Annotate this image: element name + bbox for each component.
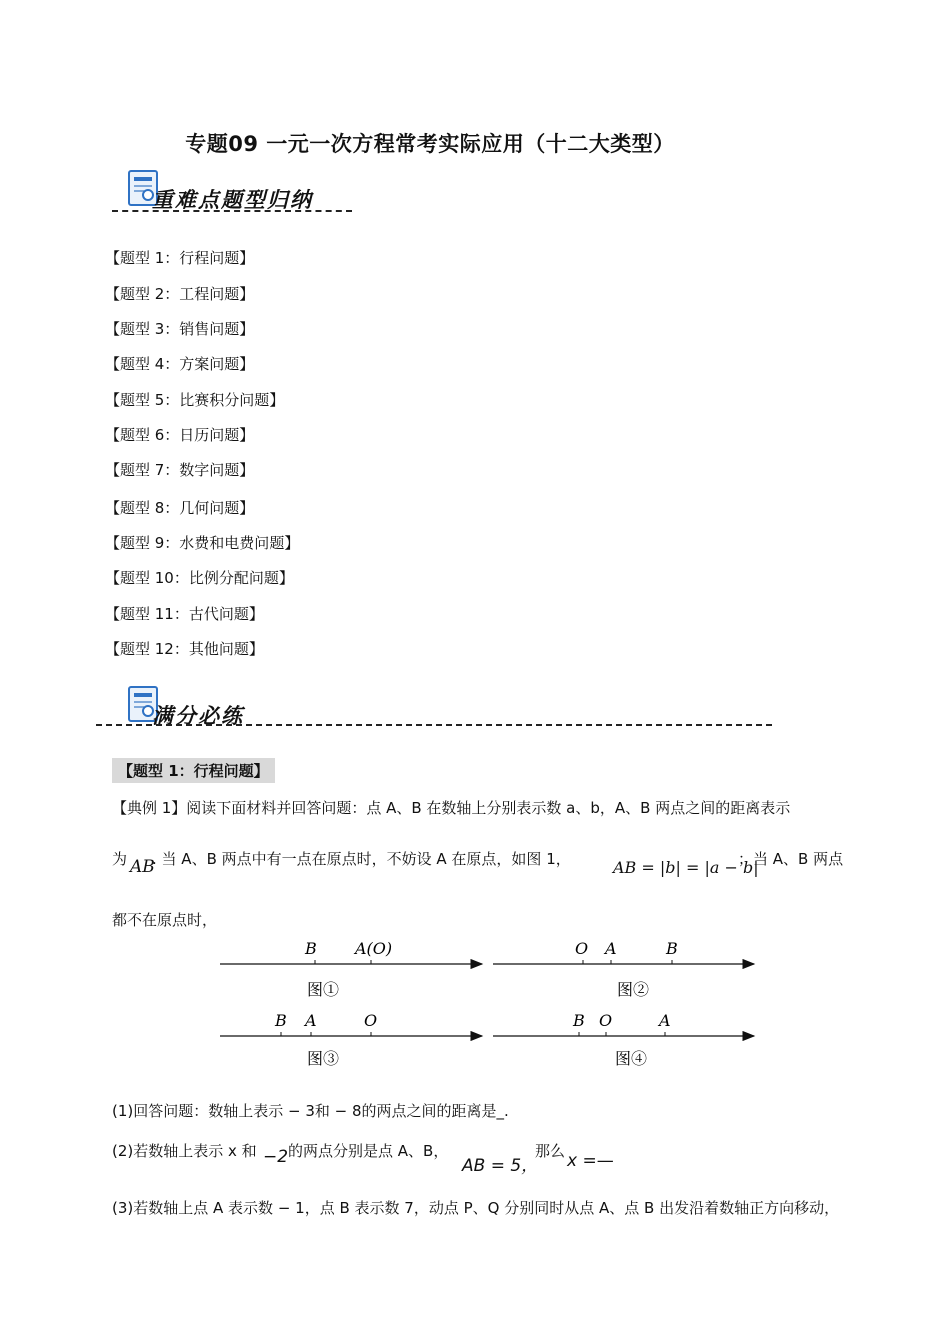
- toc-item-3: 【题型 3：销售问题】: [105, 320, 255, 338]
- toc-item-1: 【题型 1：行程问题】: [105, 249, 255, 267]
- toc-item-10: 【题型 10：比例分配问题】: [105, 569, 294, 587]
- toc-item-2: 【题型 2：工程问题】: [105, 285, 255, 303]
- fig3-caption: 图③: [307, 1049, 340, 1068]
- figure-4: [493, 1011, 754, 1068]
- figure-1: [220, 939, 482, 999]
- fig1-caption: 图①: [307, 980, 340, 999]
- toc-item-4: 【题型 4：方案问题】: [105, 355, 255, 373]
- question-1: (1)回答问题：数轴上表示 − 3和 − 8的两点之间的距离是_.: [112, 1102, 509, 1120]
- toc-item-5: 【题型 5：比赛积分问题】: [105, 391, 285, 409]
- fig4-point-a: A: [659, 1011, 671, 1030]
- fig3-point-o: O: [364, 1011, 378, 1030]
- section-label: 满分必练: [152, 704, 244, 728]
- fig2-point-o: O: [575, 939, 589, 958]
- document-title: 专题09 一元一次方程常考实际应用（十二大类型）: [185, 132, 675, 156]
- toc-item-8: 【题型 8：几何问题】: [105, 499, 255, 517]
- fig4-point-o: O: [599, 1011, 613, 1030]
- example-line-2-suffix: ；当 A、B 两点: [738, 850, 844, 868]
- fig2-point-b: B: [666, 939, 678, 958]
- fig4-caption: 图④: [615, 1049, 648, 1068]
- section-header-practice: [112, 686, 792, 736]
- section-label: 重难点题型归纳: [152, 188, 313, 212]
- toc-item-9: 【题型 9：水费和电费问题】: [105, 534, 300, 552]
- fig3-point-b: B: [275, 1011, 287, 1030]
- toc-item-11: 【题型 11：古代问题】: [105, 605, 264, 623]
- example-line-3: 都不在原点时，: [112, 911, 218, 929]
- section-header-key-types: [112, 170, 352, 220]
- example-line-1: 【典例 1】阅读下面材料并回答问题：点 A、B 在数轴上分别表示数 a、b，A、B 两点之间的距离表示: [112, 799, 791, 817]
- question-2-then: 那么: [535, 1142, 566, 1160]
- toc-item-7: 【题型 7：数字问题】: [105, 461, 255, 479]
- fig1-point-a-o: A(O): [355, 939, 393, 958]
- question-2-prefix: (2)若数轴上表示 x 和: [112, 1142, 257, 1160]
- question-3: (3)若数轴上点 A 表示数 − 1，点 B 表示数 7，动点 P、Q 分别同时从点 A、点 B 出发沿着数轴正方向移动，: [112, 1199, 840, 1217]
- math-ab: AB: [130, 857, 155, 877]
- math-x-blank: x =—: [567, 1151, 614, 1171]
- example-line-2-text: . 当 A、B 两点中有一点在原点时，不妨设 A 在原点，如图 1，: [152, 850, 571, 868]
- example-line-2-prefix: 为: [112, 850, 128, 868]
- math-formula-ab: AB = |b| = |a − b|: [613, 858, 759, 877]
- fig2-caption: 图②: [617, 980, 650, 999]
- fig4-point-b: B: [573, 1011, 585, 1030]
- fig3-point-a: A: [305, 1011, 317, 1030]
- toc-item-12: 【题型 12：其他问题】: [105, 640, 264, 658]
- question-2-mid: 的两点分别是点 A、B，: [288, 1142, 449, 1160]
- math-neg-2: −2: [263, 1147, 289, 1167]
- figure-3: [220, 1011, 482, 1068]
- type-tag: 【题型 1：行程问题】: [112, 758, 275, 783]
- number-line-figures: [0, 930, 950, 1070]
- figure-2: [493, 939, 754, 999]
- math-ab-equals-5: AB = 5，: [462, 1156, 539, 1176]
- toc-item-6: 【题型 6：日历问题】: [105, 426, 255, 444]
- fig1-point-b: B: [305, 939, 317, 958]
- fig2-point-a: A: [605, 939, 617, 958]
